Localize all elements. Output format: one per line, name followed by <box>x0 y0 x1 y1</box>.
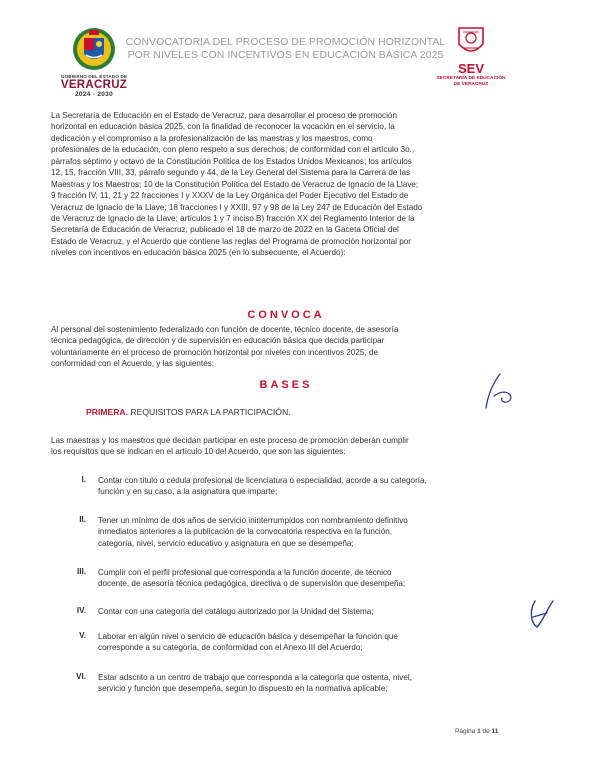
sev-subtitle-1: SECRETARÍA DE EDUCACIÓN <box>436 76 506 81</box>
requirement-line: Tener un mínimo de dos años de servicio ininterrumpidos con nombramiento definitivo <box>98 516 408 525</box>
section-primera <box>86 407 291 417</box>
sev-subtitle-2: DE VERACRUZ <box>453 82 489 87</box>
requirement-text <box>98 567 525 590</box>
requirement-text <box>98 475 525 498</box>
page-prefix: Página <box>455 728 476 735</box>
requirement-number: V. <box>79 631 86 640</box>
requirement-text <box>98 606 525 617</box>
intro-line: profesionales de la educación, con pleno respeto a sus derechos; de conformidad con el artículo 3o., <box>51 145 415 155</box>
page-number <box>455 728 498 735</box>
requirement-number: I. <box>81 475 86 484</box>
requirement-number: II. <box>79 515 86 524</box>
requirement-line: corresponde a su categoría, de conformidad con el Anexo III del Acuerdo; <box>98 643 363 653</box>
primera-label: PRIMERA. <box>86 407 129 417</box>
requirement-line: inmediatos anteriores a la publicación de la convocatoria respectiva en la función, <box>98 527 393 537</box>
requirement-line: docente, de asesoría técnica pedagógica, directiva o de supervisión que desempeña; <box>98 579 406 589</box>
veracruz-coat-of-arms-icon <box>60 24 128 74</box>
requirement-line: Contar con título o cédula profesional de licenciatura o especialidad, acorde a su categoría, <box>98 476 427 485</box>
requirement-line: Laborar en algún nivel o servicio de educación básica y desempeñar la función que <box>98 632 398 641</box>
sev-emblem-icon <box>453 24 489 60</box>
convoca-heading: CONVOCA <box>247 309 325 321</box>
veracruz-label: VERACRUZ <box>60 79 128 91</box>
intro-line: Maestras y los Maestros; 10 de la Constitución Política del Estado de Veracruz de Ignacio de la Llave; <box>51 179 419 189</box>
intro-line: Veracruz de Ignacio de la Llave; 18 fracciones I y XXIII, 97 y 98 de la Ley 247 de Educación del Estado <box>51 202 423 212</box>
title-line-2: POR NIVELES CON INCENTIVOS EN EDUCACIÓN BÁSICA 2025 <box>127 50 444 61</box>
requirement-line: Estar adscrito a un centro de trabajo que corresponda a la categoría que ostenta, nivel, <box>98 673 412 682</box>
page-current: 1 <box>477 728 481 735</box>
intro-line: 12, 15, fracción VIII, 33, párrafo segundo y 44, de la Ley General del Sistema para la Carrera de las <box>51 168 411 178</box>
handwritten-initial-signature <box>480 372 530 412</box>
page-total: 11 <box>491 728 499 735</box>
primera-text: REQUISITOS PARA LA PARTICIPACIÓN. <box>128 407 291 417</box>
handwritten-initial-mark <box>525 597 561 631</box>
requirements-intro <box>51 435 521 458</box>
intro-line: párrafos séptimo y octavo de la Constitución Política de los Estados Unidos Mexicanos; los artículos <box>51 156 412 166</box>
sev-label: SEV <box>457 61 484 76</box>
convoca-line: voluntariamente en el proceso de promoción horizontal por niveles con incentivos 2025, de <box>51 347 379 357</box>
requirement-line: Contar con una categoría del catálogo autorizado por la Unidad del Sistema; <box>98 607 374 616</box>
requirement-number: IV. <box>76 606 86 615</box>
bases-heading: BASES <box>259 379 313 391</box>
title-line-1: CONVOCATORIA DEL PROCESO DE PROMOCIÓN HORIZONTAL <box>125 37 446 48</box>
intro-line: dedicación y el compromiso a la profesionalización de las maestras y los maestros, como <box>51 133 373 143</box>
requirement-number: VI. <box>76 672 86 681</box>
gobierno-label: GOBIERNO DEL ESTADO DE <box>60 74 128 79</box>
intro-line: Estado de Veracruz, y el Acuerdo que contiene las reglas del Programa de promoción horizontal por <box>51 236 411 246</box>
convoca-paragraph <box>51 324 521 370</box>
convoca-line: técnica pedagógica, de dirección y de supervisión en educación básica que decida participar <box>51 336 385 346</box>
intro-line: de Veracruz de Ignacio de la Llave; artículos 1 y 7 inciso B) fracción XX del Reglamento Interior de la <box>51 213 415 223</box>
intro-line: La Secretaría de Educación en el Estado de Veracruz, para desarrollar el proceso de promoción <box>51 111 397 120</box>
requirement-line: categoría, nivel, servicio educativo y asignatura en que se desempeña; <box>98 538 354 548</box>
requirement-line: Cumplir con el perfil profesional que corresponda a la función docente, de técnico <box>98 568 392 577</box>
intro-paragraph <box>51 110 521 259</box>
requirement-number: III. <box>76 567 86 576</box>
government-years: 2024 - 2030 <box>75 91 113 98</box>
requirement-line: servicio y función que desempeña, según lo dispuesto en la normativa aplicable; <box>98 684 388 694</box>
req-intro-line: Las maestras y los maestros que decidan participar en este proceso de promoción deberán cumplir <box>51 436 409 445</box>
page-of: de <box>482 728 490 735</box>
requirement-text <box>98 672 525 695</box>
intro-line: niveles con incentivos en educación básica 2025 (en lo subsecuente, el Acuerdo): <box>51 248 346 258</box>
intro-line: horizontal en educación básica 2025, con la finalidad de reconocer la vocación en el servicio, la <box>51 122 395 132</box>
requirement-text <box>98 631 525 654</box>
requirement-text <box>98 515 525 549</box>
convoca-line: conformidad con el Acuerdo, y las siguientes: <box>51 359 215 369</box>
requirement-line: función y en su caso, a la asignatura que imparte; <box>98 487 278 497</box>
intro-line: 9 fracción IV, 11, 21 y 22 fracciones I y XXXV de la Ley Orgánica del Poder Ejecutivo del Estado de <box>51 191 409 201</box>
req-intro-line: los requisitos que se indican en el artículo 10 del Acuerdo, que son las siguientes: <box>51 447 346 457</box>
convoca-line: Al personal del sostenimiento federalizado con función de docente, técnico docente, de asesoría <box>51 325 399 334</box>
document-title <box>108 36 463 62</box>
intro-line: Secretaría de Educación de Veracruz, publicado el 18 de marzo de 2022 en la Gaceta Oficial del <box>51 225 399 235</box>
